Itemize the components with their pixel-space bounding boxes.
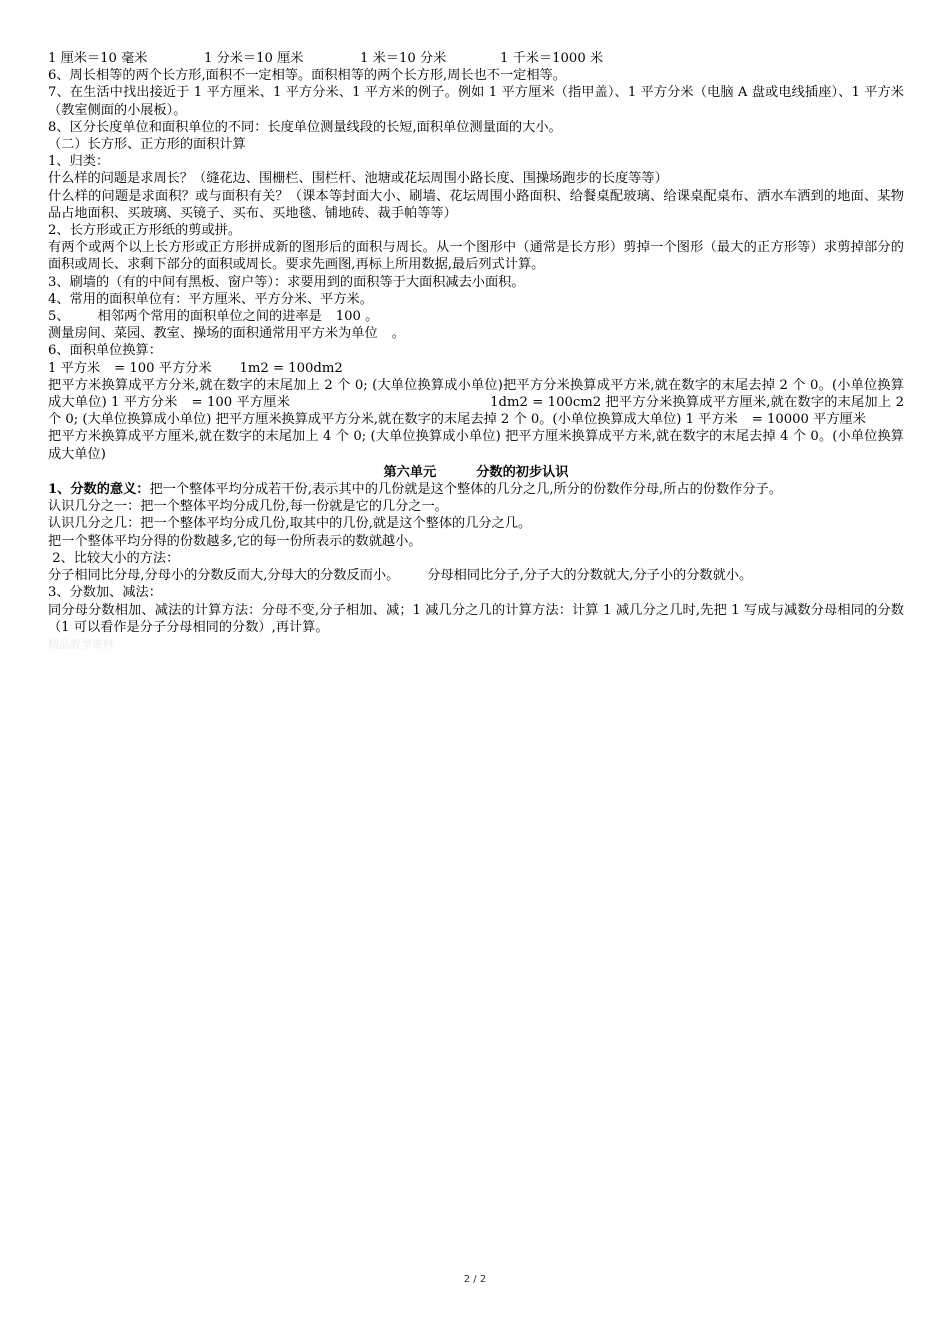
u6-p3-body: 同分母分数相加、减法的计算方法：分母不变,分子相加、减；1 减几分之几的计算方法：计算 1 减几分之几时,先把 1 写成与减数分母相同的分数（1 可以看作是分子分母相同的分数）,再计算。 (48, 602, 904, 635)
u6-p2-same-numerator: 分子相同比分母,分母小的分数反而大,分母大的分数反而小。 (48, 568, 400, 584)
s2-body: 有两个或两个以上长方形或正方形拼成新的图形后的面积与周长。从一个图形中（通常是长方形）剪掉一个图形（最大的正方形等）求剪掉部分的面积或周长、求剩下部分的面积或周长。要求先画图,再标上所用数据,最后列式计算。 (48, 240, 904, 273)
u6-more-parts: 把一个整体平均分得的份数越多,它的每一份所表示的数就越小。 (48, 533, 422, 549)
s1-title: 1、归类： (48, 154, 110, 170)
section-2-title: （二）长方形、正方形的面积计算 (48, 137, 246, 153)
unit-m-dm: 1 米＝10 分米 (360, 51, 447, 66)
length-units-line (48, 50, 904, 67)
page-number: 2 / 2 (463, 1274, 487, 1285)
s6-body5: 把平方米换算成平方厘米,就在数字的末尾加上 4 个 0; (大单位换算成小单位) 把平方厘米换算成平方米,就在数字的末尾去掉 4 个 0。(小单位换算成大单位) (48, 429, 904, 462)
u6-p1-label: 1、分数的意义： (48, 482, 150, 498)
s5-number: 5、 (48, 309, 70, 325)
s6-conversion-block (48, 377, 904, 429)
s6-eq-dm2: = 100 平方分米 (114, 360, 212, 376)
u6-p3-title: 3、分数加、减法： (48, 585, 162, 601)
s5-line (48, 308, 904, 325)
unit-6-title: 分数的初步认识 (476, 464, 569, 480)
watermark-text: 精品教学资料 (48, 637, 114, 651)
s2-title: 2、长方形或正方形纸的剪或拼。 (48, 223, 242, 239)
s6-m2-dm2-line (48, 360, 904, 377)
document-page (48, 50, 904, 653)
unit-6-number: 第六单元 (383, 464, 437, 480)
s1-perimeter: 什么样的问题是求周长？（缝花边、围栅栏、围栏杆、池塘或花坛周围小路长度、围操场跑步的长度等等） (48, 171, 668, 187)
point-7: 7、在生活中找出接近于 1 平方厘米、1 平方分米、1 平方米的例子。例如 1 平方厘米（指甲盖）、1 平方分米（电脑 A 盘或电线插座）、1 平方米（教室侧面的小展板）。 (48, 85, 904, 118)
s6-m2-dm2-symbol: 1m2 = 100dm2 (239, 360, 343, 376)
s6-body1: 把平方米换算成平方分米,就在数字的末尾加上 2 个 0; (大单位换算成小单位)把平方分米换算成平方米,就在数字的末尾去掉 2 个 0。(小单位换算成大单位) 1 平方分米 (48, 377, 904, 411)
s5-rate-text: 相邻两个常用的面积单位之间的进率是 (97, 309, 322, 325)
unit-cm-mm: 1 厘米＝10 毫米 (48, 51, 148, 66)
s5-rate-value: 100 。 (335, 309, 379, 325)
u6-p2-body (48, 567, 904, 584)
unit-6-heading (48, 464, 904, 481)
s4-area-units: 4、常用的面积单位有：平方厘米、平方分米、平方米。 (48, 291, 373, 307)
s1-area: 什么样的问题是求面积？或与面积有关？（课本等封面大小、刷墙、花坛周围小路面积、给餐桌配玻璃、给课桌配桌布、洒水车洒到的地面、某物品占地面积、买玻璃、买镜子、买布、买地毯、铺地砖、裁手帕等等） (48, 188, 904, 221)
unit-dm-cm: 1 分米＝10 厘米 (204, 51, 304, 66)
point-6: 6、周长相等的两个长方形,面积不一定相等。面积相等的两个长方形,周长也不一定相等。 (48, 68, 566, 84)
s6-body4: = 10000 平方厘米 (751, 412, 866, 428)
s5-measure-line (48, 325, 904, 342)
u6-p2-title: 2、比较大小的方法： (48, 550, 180, 566)
point-8: 8、区分长度单位和面积单位的不同：长度单位测量线段的长短,面积单位测量面的大小。 (48, 119, 562, 135)
unit-km-m: 1 千米＝1000 米 (500, 51, 604, 66)
s5-measure-end: 。 (391, 326, 405, 342)
u6-p2-same-denominator: 分母相同比分子,分子大的分数就大,分子小的分数就小。 (427, 568, 753, 584)
u6-point-1 (48, 481, 904, 498)
s6-m2: 1 平方米 (48, 360, 101, 376)
u6-p1-body: 把一个整体平均分成若干份,表示其中的几份就是这个整体的几分之几,所分的份数作分母,所占的份数作分子。 (149, 482, 782, 498)
u6-parts: 认识几分之几：把一个整体平均分成几份,取其中的几份,就是这个整体的几分之几。 (48, 516, 532, 532)
s6-title: 6、面积单位换算： (48, 343, 162, 359)
s6-body3: 1dm2 = 100cm2 把平方分米换算成平方厘米,就在数字的末尾加上 2 个 0; (大单位换算成小单位) 把平方厘米换算成平方分米,就在数字的末尾去掉 2 个 0。(小单位换算成大单位) 1 平方米 (48, 395, 905, 428)
s3-wall: 3、刷墙的（有的中间有黑板、窗户等）：求要用到的面积等于大面积减去小面积。 (48, 274, 525, 290)
u6-one-part: 认识几分之一：把一个整体平均分成几份,每一份就是它的几分之一。 (48, 499, 448, 515)
s5-measure-text: 测量房间、菜园、教室、操场的面积通常用平方米为单位 (48, 326, 378, 342)
s6-body2: = 100 平方厘米 (191, 395, 291, 411)
